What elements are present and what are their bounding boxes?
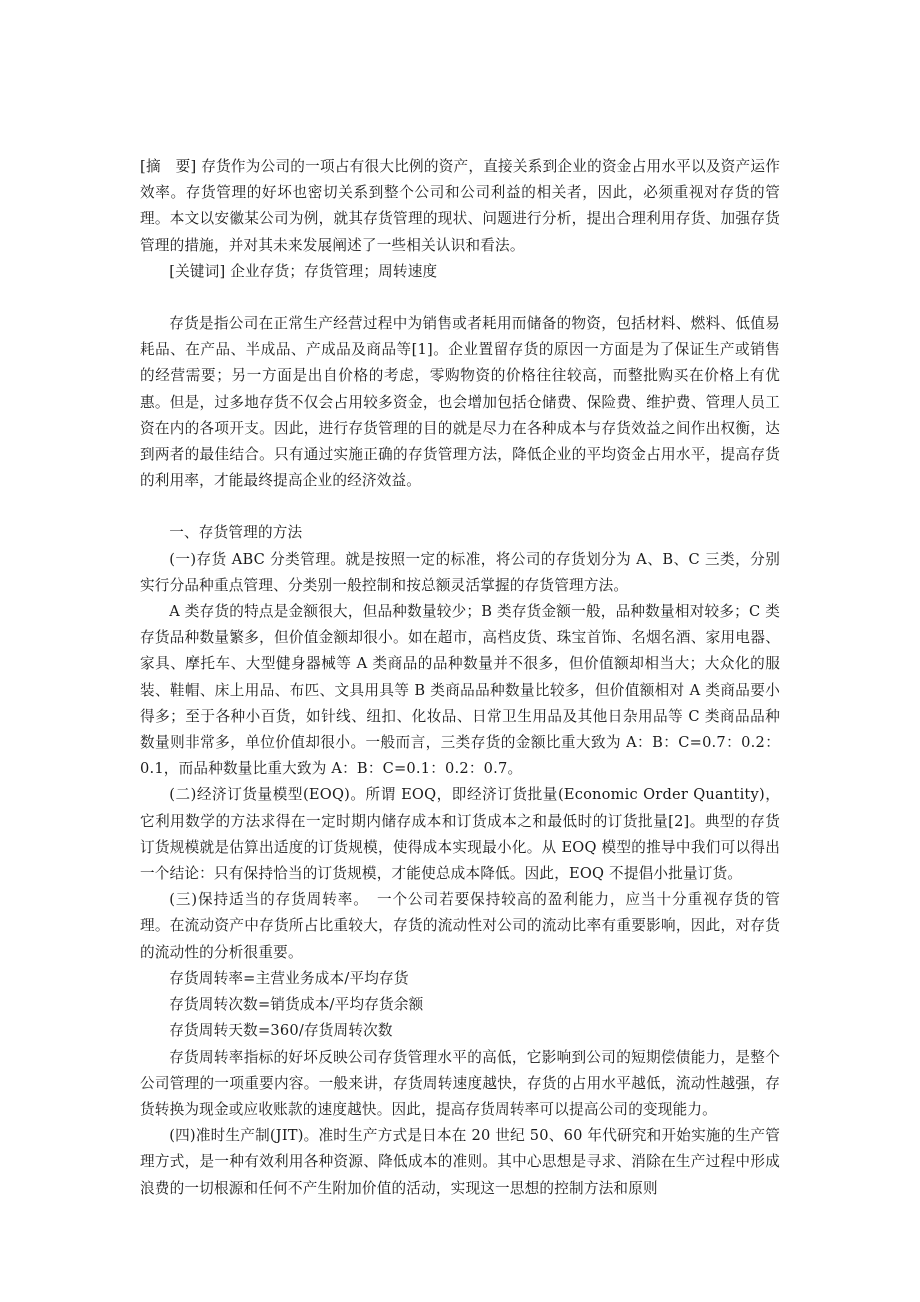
- turnover-paragraph: (三)保持适当的存货周转率。 一个公司若要保持较高的盈利能力，应当十分重视存货的管理。在流动资产中存货所占比重较大，存货的流动性对公司的流动比率有重要影响，因此，对存货的流动性的分析很重要。: [140, 891, 780, 961]
- keywords-text: 企业存货；存货管理；周转速度: [225, 262, 438, 280]
- spacer: [140, 494, 780, 520]
- keywords-label: [关键词]: [169, 262, 226, 280]
- keywords-paragraph: [140, 259, 780, 285]
- abstract-paragraph: [140, 154, 780, 259]
- jit-paragraph: (四)准时生产制(JIT)。准时生产方式是日本在 20 世纪 50、60 年代研究和开始实施的生产管理方式，是一种有效利用各种资源、降低成本的准则。其中心思想是寻求、消除在生产过程中形成浪费的一切根源和任何不产生附加价值的活动，实现这一思想的控制方法和原则: [140, 1127, 780, 1197]
- abstract-text: 存货作为公司的一项占有很大比例的资产，直接关系到企业的资金占用水平以及资产运作效率。存货管理的好坏也密切关系到整个公司和公司利益的相关者，因此，必须重视对存货的管理。本文以安徽某公司为例，就其存货管理的现状、问题进行分析，提出合理利用存货、加强存货管理的措施，并对其未来发展阐述了一些相关认识和看法。: [140, 158, 780, 254]
- abc-detail-paragraph: A 类存货的特点是金额很大，但品种数量较少；B 类存货金额一般，品种数量相对较多；C 类存货品种数量繁多，但价值金额却很小。如在超市，高档皮货、珠宝首饰、名烟名酒、家用电器、家具、摩托车、大型健身器械等 A 类商品的品种数量并不很多，但价值额却相当大；大众化的服装、鞋帽、床上用品、布匹、文具用具等 B 类商品品种数量比较多，但价值额相对 A 类商品要小得多；至于各种小百货，如针线、纽扣、化妆品、日常卫生用品及其他日杂用品等 C 类商品品种数量则非常多，单位价值却很小。一般而言，三类存货的金额比重大致为 A：B：C=0.7：0.2：0.1，而品种数量比重大致为 A：B：C=0.1：0.2：0.7。: [140, 603, 780, 778]
- document-page: [140, 154, 780, 1202]
- formula-turnover-days: 存货周转天数=360/存货周转次数: [169, 1022, 393, 1040]
- eoq-paragraph: (二)经济订货量模型(EOQ)。所谓 EOQ，即经济订货批量(Economic Order Quantity)，它利用数学的方法求得在一定时期内储存成本和订货成本之和最低时的订货批量[2]。典型的存货订货规模就是估算出适度的订货规模，使得成本实现最小化。从 EOQ 模型的推导中我们可以得出一个结论：只有保持恰当的订货规模，才能使总成本降低。因此，EOQ 不提倡小批量订货。: [140, 786, 780, 883]
- abstract-label: [摘 要]: [140, 158, 197, 175]
- abc-paragraph: (一)存货 ABC 分类管理。就是按照一定的标准，将公司的存货划分为 A、B、C 三类，分别实行分品种重点管理、分类别一般控制和按总额灵活掌握的存货管理方法。: [140, 550, 780, 594]
- intro-paragraph: 存货是指公司在正常生产经营过程中为销售或者耗用而储备的物资，包括材料、燃料、低值易耗品、在产品、半成品、产成品及商品等[1]。企业置留存货的原因一方面是为了保证生产或销售的经营需要；另一方面是出自价格的考虑，零购物资的价格往往较高，而整批购买在价格上有优惠。但是，过多地存货不仅会占用较多资金，也会增加包括仓储费、保险费、维护费、管理人员工资在内的各项开支。因此，进行存货管理的目的就是尽力在各种成本与存货效益之间作出权衡，达到两者的最佳结合。只有通过实施正确的存货管理方法，降低企业的平均资金占用水平，提高存货的利用率，才能最终提高企业的经济效益。: [140, 315, 780, 490]
- spacer: [140, 285, 780, 311]
- formula-turnover-count: 存货周转次数=销货成本/平均存货余额: [169, 996, 424, 1014]
- section-heading: 一、存货管理的方法: [169, 524, 303, 542]
- formula-turnover-rate: 存货周转率=主营业务成本/平均存货: [169, 969, 409, 987]
- turnover-detail-paragraph: 存货周转率指标的好坏反映公司存货管理水平的高低，它影响到公司的短期偿债能力，是整个公司管理的一项重要内容。一般来讲，存货周转速度越快，存货的占用水平越低，流动性越强，存货转换为现金或应收账款的速度越快。因此，提高存货周转率可以提高公司的变现能力。: [140, 1048, 780, 1118]
